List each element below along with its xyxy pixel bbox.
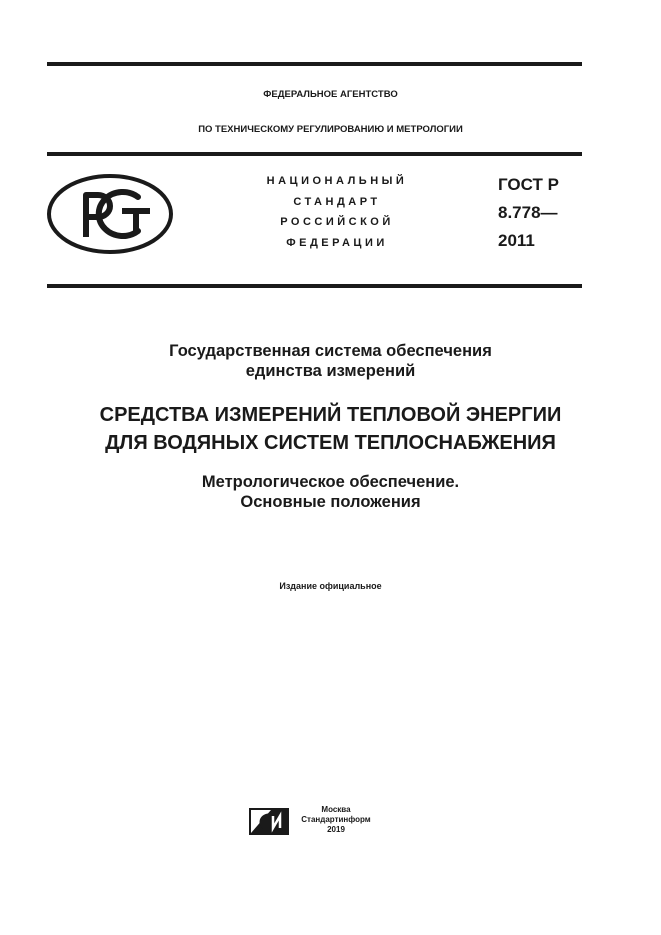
standard-type-line2: СТАНДАРТ <box>293 195 381 208</box>
main-title-line2: ДЛЯ ВОДЯНЫХ СИСТЕМ ТЕПЛОСНАБЖЕНИЯ <box>105 432 556 454</box>
series-title-line1: Государственная система обеспечения <box>169 342 492 360</box>
sub-title-line2: Основные положения <box>240 493 421 511</box>
main-title <box>0 401 661 457</box>
edition-label: Издание официальное <box>279 581 382 591</box>
designation-line2: 8.778— <box>498 203 558 222</box>
standard-type-line3: РОССИЙСКОЙ <box>280 216 394 228</box>
sub-title <box>0 472 661 512</box>
header-bottom-rule <box>47 284 582 288</box>
publisher-name: Стандартинформ <box>301 815 371 824</box>
top-rule <box>47 62 582 66</box>
standartinform-logo-icon <box>249 808 289 835</box>
agency-name-line2: ПО ТЕХНИЧЕСКОМУ РЕГУЛИРОВАНИЮ И МЕТРОЛОГИИ <box>198 124 463 135</box>
header-rule <box>47 152 582 156</box>
series-title-line2: единства измерений <box>245 362 416 380</box>
sub-title-line1: Метрологическое обеспечение. <box>201 473 460 491</box>
designation-line1: ГОСТ Р <box>498 175 559 194</box>
series-title <box>0 341 661 381</box>
publisher-city: Москва <box>321 805 351 814</box>
publisher-year: 2019 <box>327 825 345 834</box>
gost-r-emblem-icon <box>46 173 174 255</box>
standard-type-line4: ФЕДЕРАЦИИ <box>286 236 388 249</box>
standard-type-line1: НАЦИОНАЛЬНЫЙ <box>266 175 408 187</box>
agency-name-line1: ФЕДЕРАЛЬНОЕ АГЕНТСТВО <box>263 89 398 100</box>
main-title-line1: СРЕДСТВА ИЗМЕРЕНИЙ ТЕПЛОВОЙ ЭНЕРГИИ <box>99 404 562 426</box>
standard-type-block <box>232 171 442 253</box>
publisher-block <box>296 805 376 835</box>
standard-designation <box>498 171 559 255</box>
designation-line3: 2011 <box>498 231 535 250</box>
